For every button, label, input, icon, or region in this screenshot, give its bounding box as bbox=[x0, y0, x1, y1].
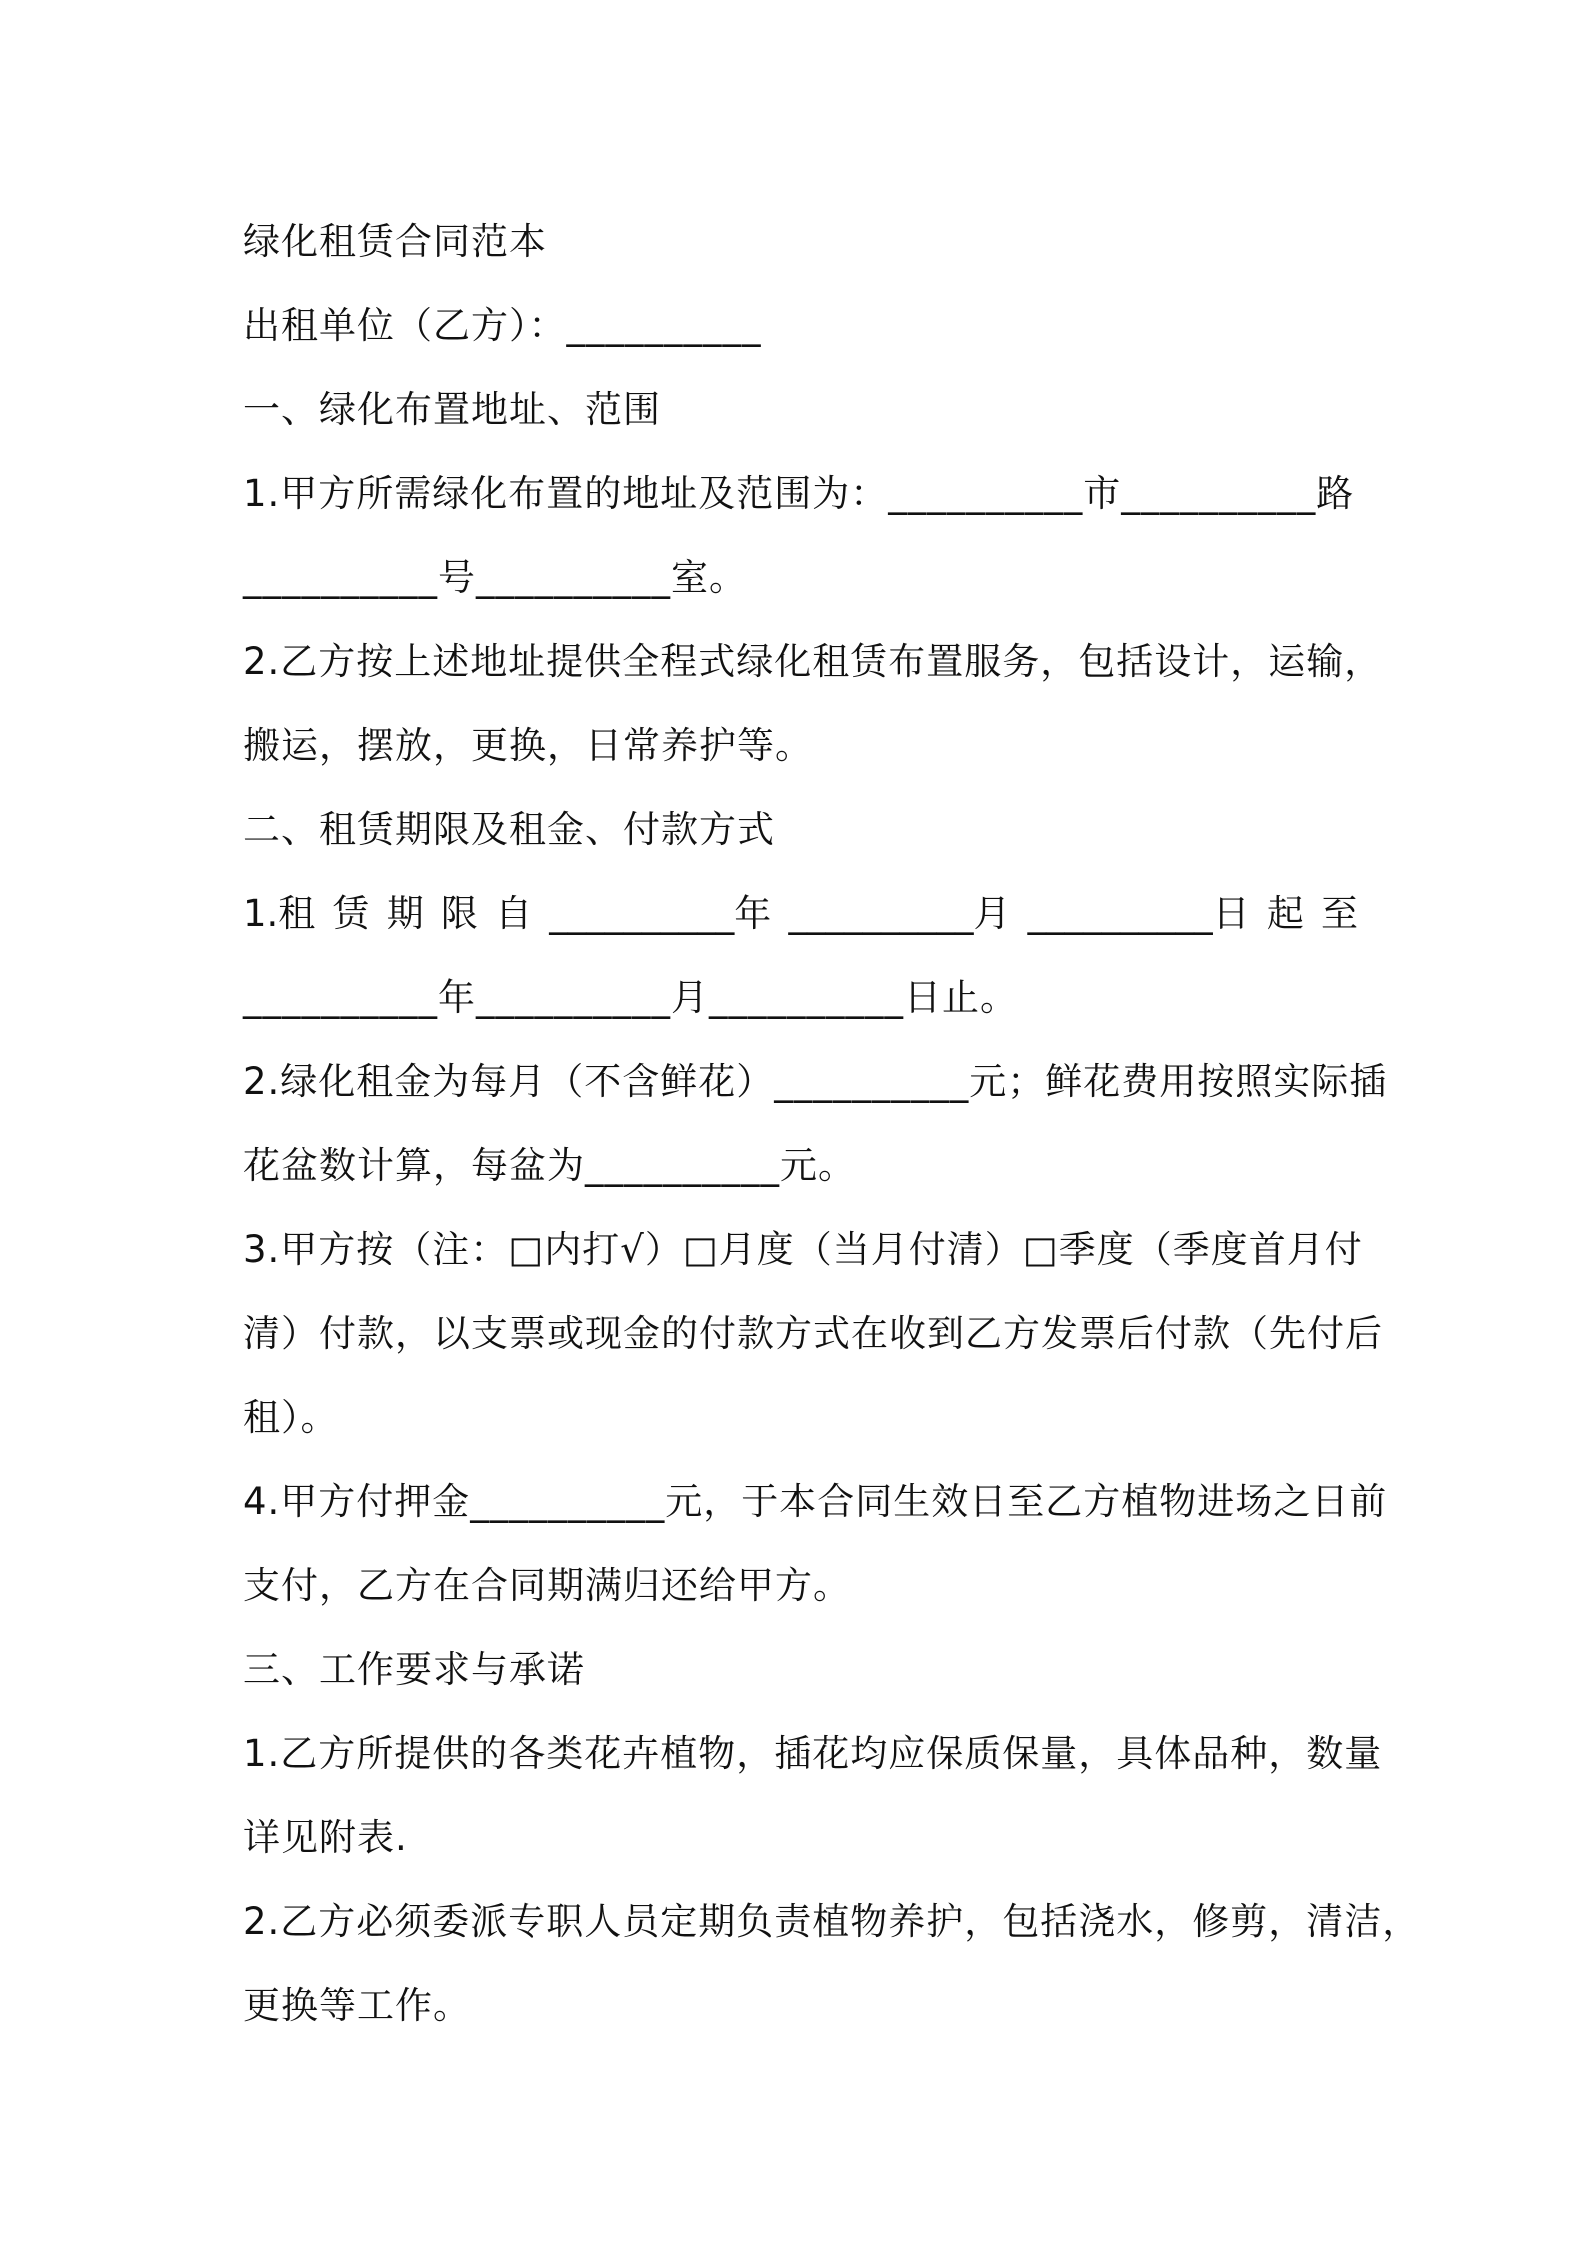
term-part: 至 bbox=[1321, 892, 1358, 935]
section-2-heading: 二、租赁期限及租金、付款方式 bbox=[243, 808, 775, 851]
clause-2-2-line-1: 2.绿化租金为每月（不含鲜花）__________元；鲜花费用按照实际插 bbox=[243, 1060, 1388, 1103]
clause-2-3-line-1: 3.甲方按（注：□内打√）□月度（当月付清）□季度（季度首月付 bbox=[243, 1228, 1363, 1271]
term-part: 限 bbox=[440, 892, 478, 935]
clause-2-4-line-2: 支付，乙方在合同期满归还给甲方。 bbox=[243, 1564, 851, 1607]
clause-2-3-line-3: 租）。 bbox=[243, 1396, 339, 1439]
clause-2-1-line-2: __________年__________月__________日止。 bbox=[243, 976, 1018, 1019]
term-part: 期 bbox=[386, 892, 424, 935]
section-1-heading: 一、绿化布置地址、范围 bbox=[243, 388, 661, 431]
term-part: 起 bbox=[1266, 892, 1304, 935]
term-part: 赁 bbox=[332, 892, 370, 935]
clause-1-2-line-1: 2.乙方按上述地址提供全程式绿化租赁布置服务，包括设计，运输， bbox=[243, 640, 1383, 683]
clause-3-1-line-2: 详见附表. bbox=[243, 1816, 408, 1859]
clause-2-3-line-2: 清）付款，以支票或现金的付款方式在收到乙方发票后付款（先付后 bbox=[243, 1312, 1383, 1355]
term-part: 自 bbox=[495, 892, 533, 935]
term-part: __________月 bbox=[788, 892, 1011, 935]
document-title: 绿化租赁合同范本 bbox=[243, 220, 547, 263]
clause-3-2-line-1: 2.乙方必须委派专职人员定期负责植物养护，包括浇水，修剪，清洁， bbox=[243, 1900, 1421, 1943]
clause-3-2-line-2: 更换等工作。 bbox=[243, 1984, 471, 2027]
clause-3-1-line-1: 1.乙方所提供的各类花卉植物，插花均应保质保量，具体品种，数量 bbox=[243, 1732, 1383, 1775]
clause-2-4-line-1: 4.甲方付押金__________元，于本合同生效日至乙方植物进场之日前 bbox=[243, 1480, 1388, 1523]
lessor-line: 出租单位（乙方）：__________ bbox=[243, 304, 762, 347]
clause-2-1-line-1 bbox=[243, 872, 1358, 956]
clause-2-2-line-2: 花盆数计算，每盆为__________元。 bbox=[243, 1144, 856, 1187]
term-part: __________年 bbox=[549, 892, 772, 935]
section-3-heading: 三、工作要求与承诺 bbox=[243, 1648, 585, 1691]
clause-1-2-line-2: 搬运，摆放，更换，日常养护等。 bbox=[243, 724, 813, 767]
clause-1-1-line-1: 1.甲方所需绿化布置的地址及范围为：__________市__________路 bbox=[243, 472, 1355, 515]
term-part: __________日 bbox=[1027, 892, 1250, 935]
contract-document bbox=[243, 200, 1421, 2048]
clause-1-1-line-2: __________号__________室。 bbox=[243, 556, 747, 599]
term-part: 1.租 bbox=[243, 892, 316, 935]
